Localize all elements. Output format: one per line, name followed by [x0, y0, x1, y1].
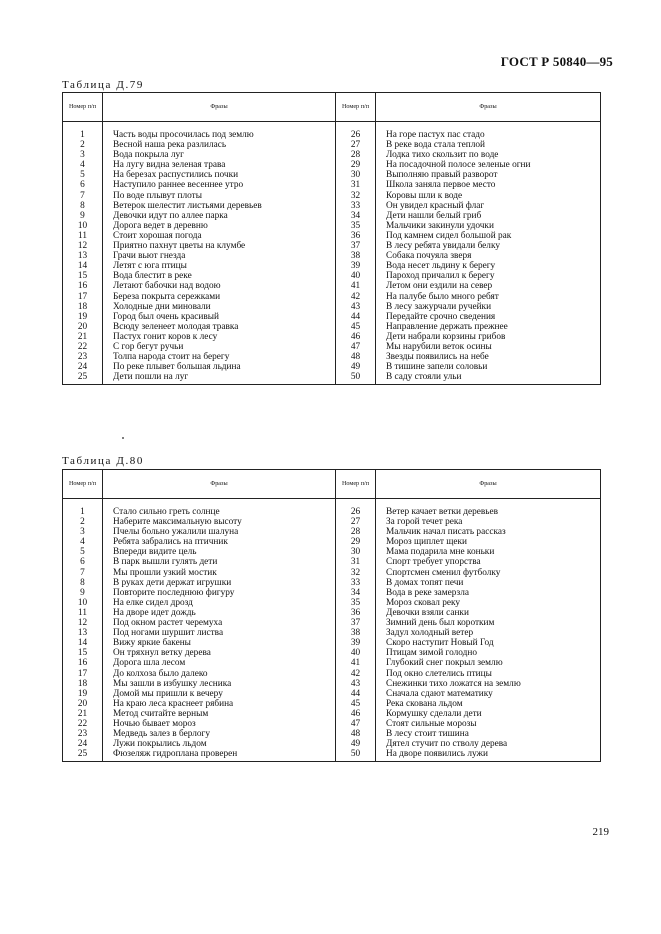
phrase-right: В лесу зажурчали ручейки — [376, 302, 601, 312]
row-number-right: 29 — [336, 537, 376, 547]
phrase-right: За горой течет река — [376, 517, 601, 527]
phrase-right: Спортсмен сменил футболку — [376, 568, 601, 578]
row-number-right: 37 — [336, 241, 376, 251]
row-number-left: 16 — [63, 281, 103, 291]
table-row — [63, 527, 601, 537]
table-row — [63, 648, 601, 658]
row-number-left: 25 — [63, 749, 103, 762]
phrase-right: Звезды появились на небе — [376, 352, 601, 362]
row-number-left: 24 — [63, 362, 103, 372]
phrase-right: На посадочной полосе зеленые огни — [376, 160, 601, 170]
phrase-left: Летают бабочки над водою — [103, 281, 336, 291]
table-row — [63, 241, 601, 251]
phrase-right: Вода несет льдину к берегу — [376, 261, 601, 271]
phrase-left: Ветерок шелестит листьями деревьев — [103, 201, 336, 211]
row-number-left: 24 — [63, 739, 103, 749]
phrase-left: На краю леса краснеет рябина — [103, 699, 336, 709]
row-number-right: 33 — [336, 201, 376, 211]
table-row — [63, 332, 601, 342]
row-number-left: 21 — [63, 332, 103, 342]
column-header-phrases: Фразы — [376, 93, 601, 122]
row-number-left: 12 — [63, 241, 103, 251]
phrase-right: Сначала сдают математику — [376, 689, 601, 699]
phrase-right: Дети набрали корзины грибов — [376, 332, 601, 342]
phrase-right: Школа заняла первое место — [376, 180, 601, 190]
row-number-left: 13 — [63, 251, 103, 261]
phrase-right: Мама подарила мне коньки — [376, 547, 601, 557]
row-number-right: 31 — [336, 180, 376, 190]
row-number-left: 18 — [63, 679, 103, 689]
phrase-right: В тишине запели соловьи — [376, 362, 601, 372]
phrase-right: На палубе было много ребят — [376, 292, 601, 302]
table-row — [63, 231, 601, 241]
row-number-right: 41 — [336, 281, 376, 291]
phrase-left: Метод считайте верным — [103, 709, 336, 719]
phrase-left: Он тряхнул ветку дерева — [103, 648, 336, 658]
table-row — [63, 739, 601, 749]
row-number-left: 17 — [63, 669, 103, 679]
phrase-right: В лесу ребята увидали белку — [376, 241, 601, 251]
phrase-right: Выполняю правый разворот — [376, 170, 601, 180]
phrase-right: Лодка тихо скользит по воде — [376, 150, 601, 160]
table-row — [63, 588, 601, 598]
phrase-left: Вижу яркие бакены — [103, 638, 336, 648]
phrase-left: Дети пошли на луг — [103, 372, 336, 385]
row-number-left: 6 — [63, 557, 103, 567]
phrase-right: На дворе появились лужи — [376, 749, 601, 762]
column-header-number: Номер п/п — [63, 93, 103, 122]
table-row — [63, 221, 601, 231]
phrase-left: Повторите последнюю фигуру — [103, 588, 336, 598]
phrase-right: В реке вода стала теплой — [376, 140, 601, 150]
phrase-right: Мороз щиплет щеки — [376, 537, 601, 547]
table-row — [63, 568, 601, 578]
table-row — [63, 201, 601, 211]
column-header-number: Номер п/п — [336, 470, 376, 499]
phrase-left: Приятно пахнут цветы на клумбе — [103, 241, 336, 251]
table-row — [63, 669, 601, 679]
table-row — [63, 578, 601, 588]
table-row — [63, 180, 601, 190]
phrase-left: Грачи вьют гнезда — [103, 251, 336, 261]
scan-speck — [122, 437, 124, 439]
phrase-left: Под ногами шуршит листва — [103, 628, 336, 638]
row-number-right: 28 — [336, 150, 376, 160]
phrase-left: Вода покрыла луг — [103, 150, 336, 160]
table-row — [63, 638, 601, 648]
table-row — [63, 150, 601, 160]
row-number-left: 22 — [63, 719, 103, 729]
row-number-right: 41 — [336, 658, 376, 668]
phrase-left: Ребята забрались на птичник — [103, 537, 336, 547]
phrase-right: Ветер качает ветки деревьев — [376, 507, 601, 517]
column-header-number: Номер п/п — [63, 470, 103, 499]
row-number-left: 6 — [63, 180, 103, 190]
table-spacer-row — [63, 122, 601, 131]
row-number-left: 11 — [63, 231, 103, 241]
table-row — [63, 658, 601, 668]
table-row — [63, 729, 601, 739]
phrase-left: На дворе идет дождь — [103, 608, 336, 618]
phrase-right: Кормушку сделали дети — [376, 709, 601, 719]
phrase-left: Всюду зеленеет молодая травка — [103, 322, 336, 332]
row-number-left: 5 — [63, 547, 103, 557]
row-number-right: 35 — [336, 598, 376, 608]
phrase-right: Мальчик начал писать рассказ — [376, 527, 601, 537]
row-number-right: 34 — [336, 588, 376, 598]
row-number-left: 11 — [63, 608, 103, 618]
row-number-left: 25 — [63, 372, 103, 385]
table-row — [63, 302, 601, 312]
table-row — [63, 140, 601, 150]
phrase-right: Передайте срочно сведения — [376, 312, 601, 322]
row-number-right: 32 — [336, 191, 376, 201]
row-number-right: 50 — [336, 372, 376, 385]
phrase-left: Фюзеляж гидроплана проверен — [103, 749, 336, 762]
row-number-right: 44 — [336, 312, 376, 322]
row-number-left: 17 — [63, 292, 103, 302]
phrase-right: Он увидел красный флаг — [376, 201, 601, 211]
phrase-left: В руках дети держат игрушки — [103, 578, 336, 588]
table-row — [63, 517, 601, 527]
table-row — [63, 160, 601, 170]
phrase-left: Медведь залез в берлогу — [103, 729, 336, 739]
phrase-left: Пастух гонит коров к лесу — [103, 332, 336, 342]
phrase-left: Наберите максимальную высоту — [103, 517, 336, 527]
phrase-right: Летом они ездили на север — [376, 281, 601, 291]
row-number-right: 27 — [336, 140, 376, 150]
row-number-left: 2 — [63, 140, 103, 150]
table-row — [63, 130, 601, 140]
row-number-right: 32 — [336, 568, 376, 578]
phrase-left: Лужи покрылись льдом — [103, 739, 336, 749]
row-number-left: 19 — [63, 312, 103, 322]
row-number-right: 42 — [336, 292, 376, 302]
row-number-left: 21 — [63, 709, 103, 719]
phrase-left: По воде плывут плоты — [103, 191, 336, 201]
row-number-left: 23 — [63, 729, 103, 739]
row-number-right: 40 — [336, 271, 376, 281]
row-number-right: 35 — [336, 221, 376, 231]
row-number-right: 33 — [336, 578, 376, 588]
phrase-right: Спорт требует упорства — [376, 557, 601, 567]
row-number-right: 36 — [336, 608, 376, 618]
phrase-left: Девочки идут по аллее парка — [103, 211, 336, 221]
phrase-left: Под окном растет черемуха — [103, 618, 336, 628]
row-number-right: 27 — [336, 517, 376, 527]
phrase-right: Под окно слетелись птицы — [376, 669, 601, 679]
table-row — [63, 271, 601, 281]
table-row — [63, 557, 601, 567]
table-row — [63, 211, 601, 221]
phrase-right: В домах топят печи — [376, 578, 601, 588]
row-number-left: 10 — [63, 221, 103, 231]
phrase-left: Дорога шла лесом — [103, 658, 336, 668]
phrase-right: Дятел стучит по стволу дерева — [376, 739, 601, 749]
table-row — [63, 281, 601, 291]
phrase-right: Вода в реке замерзла — [376, 588, 601, 598]
row-number-left: 19 — [63, 689, 103, 699]
row-number-right: 39 — [336, 261, 376, 271]
row-number-left: 23 — [63, 352, 103, 362]
row-number-right: 47 — [336, 719, 376, 729]
table-row — [63, 170, 601, 180]
phrase-table — [62, 469, 601, 762]
row-number-left: 9 — [63, 211, 103, 221]
table-caption: Таблица Д.79 — [62, 79, 144, 91]
row-number-right: 49 — [336, 739, 376, 749]
row-number-left: 10 — [63, 598, 103, 608]
phrase-right: Снежинки тихо ложатся на землю — [376, 679, 601, 689]
table-row — [63, 709, 601, 719]
table-row — [63, 608, 601, 618]
table-row — [63, 372, 601, 385]
table-row — [63, 628, 601, 638]
phrase-left: Впереди видите цель — [103, 547, 336, 557]
phrase-left: До колхоза было далеко — [103, 669, 336, 679]
phrase-left: Ночью бывает мороз — [103, 719, 336, 729]
row-number-right: 45 — [336, 322, 376, 332]
table-row — [63, 749, 601, 762]
column-header-phrases: Фразы — [103, 470, 336, 499]
row-number-right: 30 — [336, 547, 376, 557]
phrase-right: Мороз сковал реку — [376, 598, 601, 608]
row-number-left: 14 — [63, 261, 103, 271]
phrase-left: Мы зашли в избушку лесника — [103, 679, 336, 689]
row-number-left: 7 — [63, 568, 103, 578]
table-row — [63, 312, 601, 322]
phrase-left: Пчелы больно ужалили шалуна — [103, 527, 336, 537]
phrase-right: Дети нашли белый гриб — [376, 211, 601, 221]
row-number-left: 15 — [63, 271, 103, 281]
phrase-left: Вода блестит в реке — [103, 271, 336, 281]
row-number-right: 43 — [336, 302, 376, 312]
row-number-right: 49 — [336, 362, 376, 372]
table-row — [63, 191, 601, 201]
row-number-left: 20 — [63, 322, 103, 332]
phrase-right: Птицам зимой голодно — [376, 648, 601, 658]
row-number-left: 4 — [63, 160, 103, 170]
row-number-right: 38 — [336, 251, 376, 261]
row-number-right: 45 — [336, 699, 376, 709]
phrase-right: На горе пастух пас стадо — [376, 130, 601, 140]
phrase-right: Под камнем сидел большой рак — [376, 231, 601, 241]
row-number-right: 26 — [336, 507, 376, 517]
phrase-left: Дорога ведет в деревню — [103, 221, 336, 231]
row-number-left: 2 — [63, 517, 103, 527]
column-header-phrases: Фразы — [376, 470, 601, 499]
table-row — [63, 251, 601, 261]
row-number-left: 13 — [63, 628, 103, 638]
row-number-right: 44 — [336, 689, 376, 699]
phrase-left: Часть воды просочилась под землю — [103, 130, 336, 140]
row-number-left: 22 — [63, 342, 103, 352]
phrase-left: Город был очень красивый — [103, 312, 336, 322]
table-row — [63, 537, 601, 547]
row-number-right: 39 — [336, 638, 376, 648]
row-number-right: 40 — [336, 648, 376, 658]
table-row — [63, 507, 601, 517]
phrase-left: Домой мы пришли к вечеру — [103, 689, 336, 699]
phrase-right: Задул холодный ветер — [376, 628, 601, 638]
row-number-left: 7 — [63, 191, 103, 201]
phrase-right: Коровы шли к воде — [376, 191, 601, 201]
table-row — [63, 618, 601, 628]
phrase-left: Наступило раннее весеннее утро — [103, 180, 336, 190]
table-row — [63, 362, 601, 372]
row-number-left: 9 — [63, 588, 103, 598]
row-number-right: 30 — [336, 170, 376, 180]
phrase-right: Направление держать прежнее — [376, 322, 601, 332]
row-number-left: 5 — [63, 170, 103, 180]
row-number-right: 37 — [336, 618, 376, 628]
table-row — [63, 719, 601, 729]
phrase-right: Глубокий снег покрыл землю — [376, 658, 601, 668]
row-number-left: 14 — [63, 638, 103, 648]
phrase-right: В лесу стоит тишина — [376, 729, 601, 739]
phrase-right: Собака почуяла зверя — [376, 251, 601, 261]
row-number-right: 42 — [336, 669, 376, 679]
row-number-left: 18 — [63, 302, 103, 312]
phrase-right: Мальчики закинули удочки — [376, 221, 601, 231]
table-row — [63, 261, 601, 271]
table-row — [63, 322, 601, 332]
row-number-right: 28 — [336, 527, 376, 537]
table-row — [63, 547, 601, 557]
row-number-right: 36 — [336, 231, 376, 241]
row-number-left: 8 — [63, 201, 103, 211]
row-number-left: 3 — [63, 527, 103, 537]
phrase-left: На березах распустились почки — [103, 170, 336, 180]
row-number-left: 12 — [63, 618, 103, 628]
row-number-left: 15 — [63, 648, 103, 658]
table-row — [63, 699, 601, 709]
row-number-left: 16 — [63, 658, 103, 668]
row-number-right: 43 — [336, 679, 376, 689]
table-row — [63, 598, 601, 608]
phrase-right: В саду стояли ульи — [376, 372, 601, 385]
row-number-right: 48 — [336, 729, 376, 739]
phrase-table — [62, 92, 601, 385]
row-number-right: 46 — [336, 709, 376, 719]
row-number-right: 29 — [336, 160, 376, 170]
phrase-right: Стоят сильные морозы — [376, 719, 601, 729]
row-number-right: 47 — [336, 342, 376, 352]
phrase-left: Весной наша река разлилась — [103, 140, 336, 150]
row-number-left: 8 — [63, 578, 103, 588]
phrase-left: По реке плывет большая льдина — [103, 362, 336, 372]
row-number-left: 4 — [63, 537, 103, 547]
phrase-right: Мы нарубили веток осины — [376, 342, 601, 352]
row-number-left: 1 — [63, 507, 103, 517]
phrase-right: Скоро наступит Новый Год — [376, 638, 601, 648]
row-number-right: 26 — [336, 130, 376, 140]
table-row — [63, 679, 601, 689]
table-spacer-row — [63, 499, 601, 508]
document-standard-code: ГОСТ Р 50840—95 — [500, 54, 613, 69]
table-caption: Таблица Д.80 — [62, 455, 144, 467]
row-number-left: 3 — [63, 150, 103, 160]
row-number-right: 50 — [336, 749, 376, 762]
phrase-left: Стоит хорошая погода — [103, 231, 336, 241]
table-row — [63, 292, 601, 302]
phrase-left: С гор бегут ручьи — [103, 342, 336, 352]
phrase-left: Летят с юга птицы — [103, 261, 336, 271]
row-number-right: 31 — [336, 557, 376, 567]
table-row — [63, 352, 601, 362]
phrase-left: В парк вышли гулять дети — [103, 557, 336, 567]
phrase-left: Стало сильно греть солнце — [103, 507, 336, 517]
phrase-left: Холодные дни миновали — [103, 302, 336, 312]
row-number-right: 46 — [336, 332, 376, 342]
column-header-phrases: Фразы — [103, 93, 336, 122]
phrase-left: Толпа народа стоит на берегу — [103, 352, 336, 362]
row-number-left: 1 — [63, 130, 103, 140]
phrase-left: Мы прошли узкий мостик — [103, 568, 336, 578]
phrase-left: Береза покрыта сережками — [103, 292, 336, 302]
row-number-right: 34 — [336, 211, 376, 221]
column-header-number: Номер п/п — [336, 93, 376, 122]
row-number-left: 20 — [63, 699, 103, 709]
row-number-right: 48 — [336, 352, 376, 362]
row-number-right: 38 — [336, 628, 376, 638]
page-number: 219 — [592, 826, 609, 838]
phrase-right: Пароход причалил к берегу — [376, 271, 601, 281]
table-row — [63, 342, 601, 352]
phrase-right: Река скована льдом — [376, 699, 601, 709]
phrase-left: На елке сидел дрозд — [103, 598, 336, 608]
phrase-right: Девочки взяли санки — [376, 608, 601, 618]
phrase-right: Зимний день был коротким — [376, 618, 601, 628]
table-row — [63, 689, 601, 699]
phrase-left: На лугу видна зеленая трава — [103, 160, 336, 170]
